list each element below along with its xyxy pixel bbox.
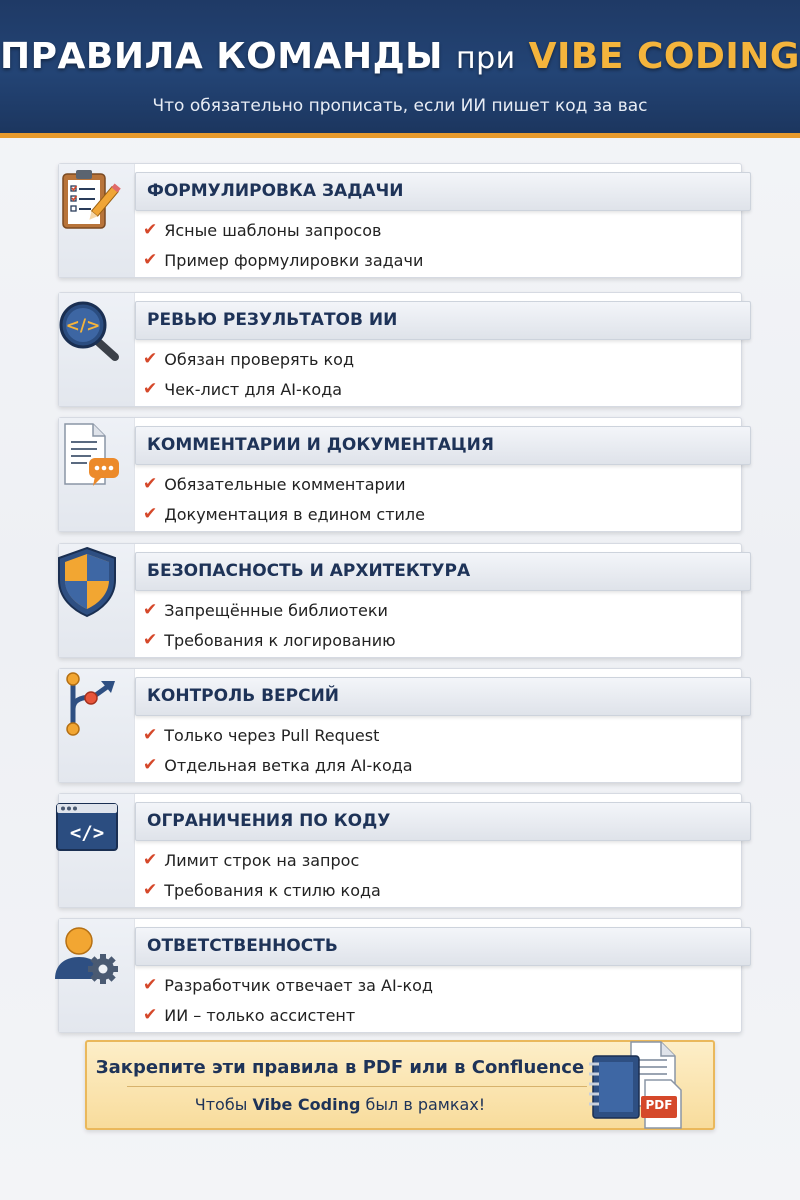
check-icon: ✔	[143, 349, 158, 369]
svg-text:</>: </>	[69, 822, 105, 844]
list-item: ✔ Обязан проверять код	[143, 349, 355, 369]
shield-icon	[49, 544, 125, 620]
section-title: БЕЗОПАСНОСТЬ И АРХИТЕКТУРА	[147, 561, 471, 581]
section-card-docs	[58, 417, 742, 532]
page-subtitle: Что обязательно прописать, если ИИ пишет код за вас	[152, 96, 648, 116]
section-title: ФОРМУЛИРОВКА ЗАДАЧИ	[147, 181, 404, 201]
list-item: ✔ Только через Pull Request	[143, 725, 380, 745]
check-icon: ✔	[143, 880, 158, 900]
document-chat-icon	[49, 418, 125, 494]
list-item: ✔ Пример формулировки задачи	[143, 250, 424, 270]
user-gear-icon	[49, 919, 125, 995]
footer-tagline: Чтобы Vibe Coding был в рамках!	[194, 1095, 486, 1114]
notebook-pdf-icon	[585, 1038, 695, 1134]
section-title: ОГРАНИЧЕНИЯ ПО КОДУ	[147, 811, 391, 831]
footer-banner	[85, 1040, 715, 1130]
section-title: КОНТРОЛЬ ВЕРСИЙ	[147, 686, 340, 706]
code-magnifier-icon	[49, 293, 125, 369]
check-icon: ✔	[143, 725, 158, 745]
check-icon: ✔	[143, 379, 158, 399]
section-card-security	[58, 543, 742, 658]
list-item: ✔ Ясные шаблоны запросов	[143, 220, 382, 240]
list-item: ✔ Документация в едином стиле	[143, 504, 425, 524]
check-icon: ✔	[143, 504, 158, 524]
list-item: ✔ Отдельная ветка для AI-кода	[143, 755, 413, 775]
list-item: ✔ Запрещённые библиотеки	[143, 600, 388, 620]
list-item: ✔ Лимит строк на запрос	[143, 850, 360, 870]
section-title: ОТВЕТСТВЕННОСТЬ	[147, 936, 338, 956]
list-item: ✔ Требования к стилю кода	[143, 880, 381, 900]
clipboard-pencil-icon	[49, 164, 125, 240]
check-icon: ✔	[143, 1005, 158, 1025]
section-card-review	[58, 292, 742, 407]
section-card-responsibility	[58, 918, 742, 1033]
list-item: ✔ Разработчик отвечает за AI-код	[143, 975, 433, 995]
list-item: ✔ Обязательные комментарии	[143, 474, 406, 494]
list-item: ✔ Чек-лист для AI-кода	[143, 379, 343, 399]
list-item: ✔ Требования к логированию	[143, 630, 396, 650]
footer-headline: Закрепите эти правила в PDF или в Confluence	[95, 1057, 585, 1078]
svg-text:</>: </>	[65, 316, 101, 336]
check-icon: ✔	[143, 630, 158, 650]
section-card-task	[58, 163, 742, 278]
check-icon: ✔	[143, 474, 158, 494]
pdf-label: PDF	[645, 1098, 673, 1112]
check-icon: ✔	[143, 600, 158, 620]
page-title: ПРАВИЛА КОМАНДЫ при VIBE CODING	[0, 36, 800, 77]
list-item: ✔ ИИ – только ассистент	[143, 1005, 356, 1025]
check-icon: ✔	[143, 250, 158, 270]
code-window-icon	[49, 794, 125, 870]
check-icon: ✔	[143, 850, 158, 870]
git-branch-icon	[49, 669, 125, 745]
section-title: КОММЕНТАРИИ И ДОКУМЕНТАЦИЯ	[147, 435, 494, 455]
check-icon: ✔	[143, 220, 158, 240]
section-card-version-control	[58, 668, 742, 783]
section-title: РЕВЬЮ РЕЗУЛЬТАТОВ ИИ	[147, 310, 398, 330]
check-icon: ✔	[143, 975, 158, 995]
section-card-code-limits	[58, 793, 742, 908]
check-icon: ✔	[143, 755, 158, 775]
header-banner	[0, 0, 800, 138]
divider	[127, 1086, 587, 1087]
